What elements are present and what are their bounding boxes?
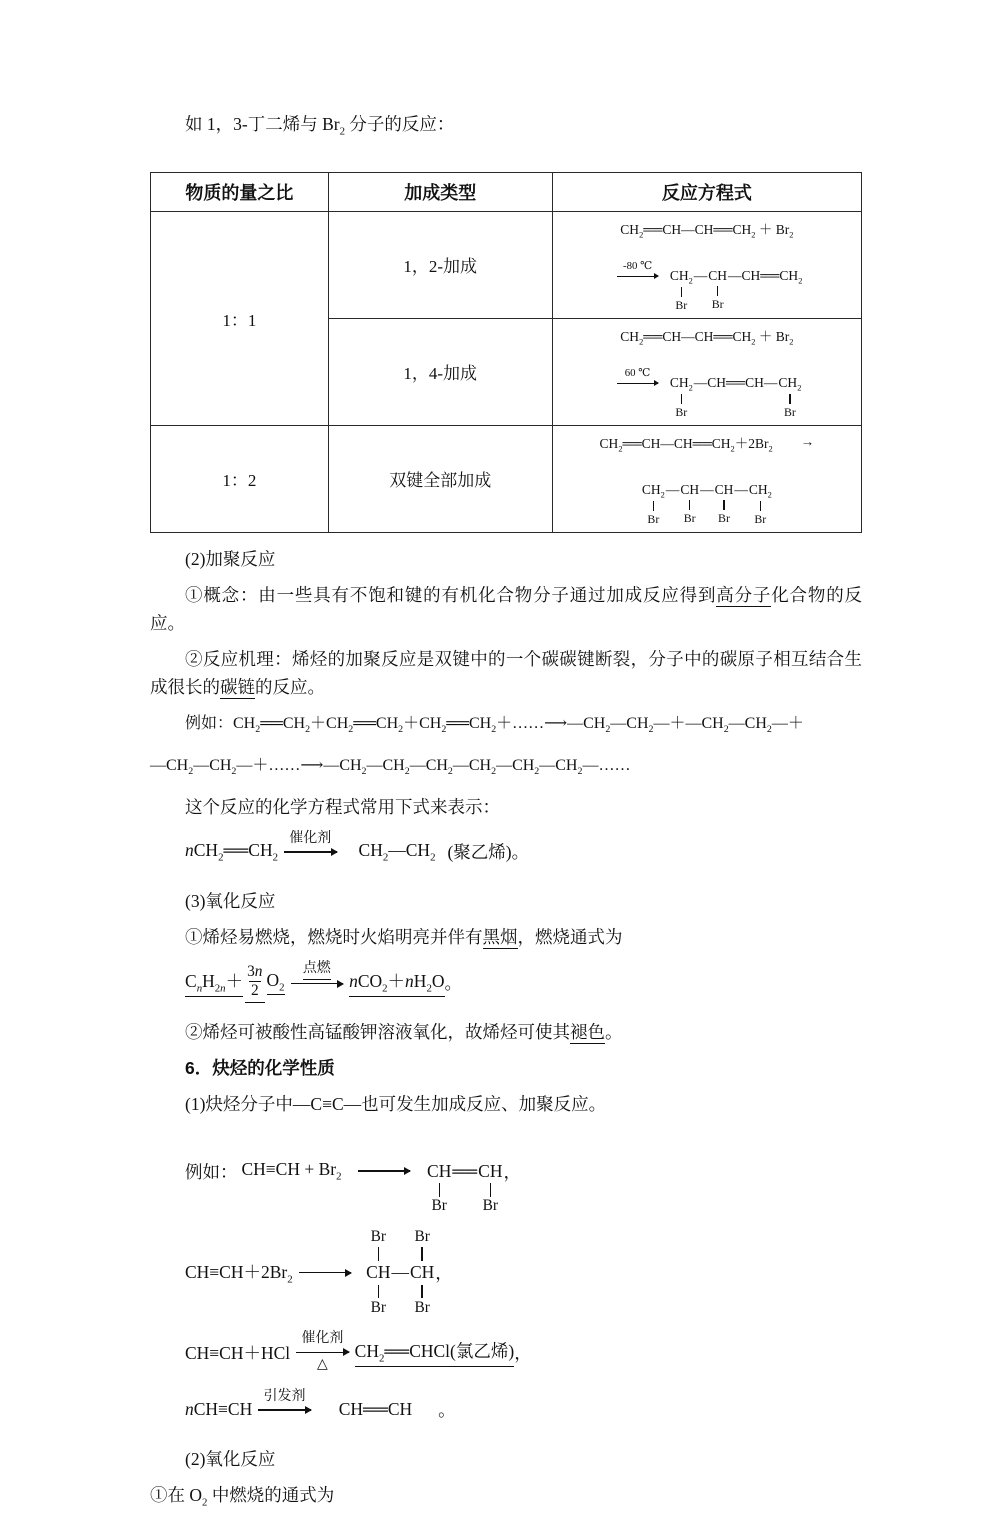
chem-group-main: CH: [680, 482, 700, 498]
bond-line: [378, 1285, 379, 1299]
chem-text: —: [665, 482, 680, 498]
chem-group: [478, 1127, 502, 1215]
s6-intro-paragraph: (1)炔烃分子中—C≡C—也可发生加成反应、加聚反应。: [185, 1094, 607, 1115]
arrow-line: [617, 383, 658, 384]
arrow-condition-above: 60 ℃: [624, 366, 651, 379]
chem-text: —CH══CH—: [693, 375, 778, 391]
chem-text: —: [700, 482, 714, 498]
s6-combustion-line: ①在 $O_2$ 中燃烧的通式为: [150, 1484, 335, 1509]
equation-line: [611, 241, 802, 311]
bond-line: [723, 500, 724, 511]
equation-line: [185, 1127, 521, 1215]
equation-1-4-addition: [555, 324, 859, 420]
bond-line: [789, 394, 790, 405]
chem-group: [670, 241, 693, 311]
arrow-condition-above: 催化剂: [289, 831, 332, 847]
chem-text: ，: [514, 1342, 532, 1363]
chem-text: $CH_2—CH_2$: [358, 840, 436, 864]
arrow-line: [291, 983, 344, 984]
equation-line: [185, 1229, 453, 1317]
chem-group-main: CH: [478, 1160, 503, 1181]
fraction: [245, 963, 264, 1003]
cell-type-full-addition: 双键全部加成: [328, 425, 552, 532]
substituent-label: Br: [414, 1227, 430, 1245]
s6-oxidation-title: (2)氧化反应: [185, 1448, 276, 1469]
arrow-line: [258, 1409, 311, 1410]
table-header-row: [151, 172, 862, 211]
arrow-condition-below: △: [317, 1356, 328, 1372]
arrow-line: [617, 276, 658, 277]
chem-text: $nCO_2+nH_2O$: [349, 968, 444, 997]
substituent-label: Br: [675, 404, 688, 419]
chem-text: $CH_2══CHCl$(氯乙烯): [355, 1338, 515, 1367]
chem-group-main: CH: [708, 268, 728, 284]
chem-group: [366, 1229, 390, 1317]
chem-group-main: $CH_2$: [669, 374, 693, 393]
col-header-addition-type: 加成类型: [328, 172, 552, 211]
substituent-label: Br: [482, 1197, 498, 1215]
col-header-equation: 反应方程式: [552, 172, 861, 211]
chem-group-main: $CH_2$: [748, 481, 772, 500]
chem-group-main: CH: [366, 1262, 391, 1283]
substituent-label: Br: [370, 1298, 387, 1316]
cell-equation-1-2: [552, 211, 861, 318]
equation-line: [611, 348, 802, 418]
cell-equation-full: [552, 425, 861, 532]
reaction-arrow: [294, 1330, 351, 1374]
substituent-label: Br: [683, 510, 696, 525]
acetylene-2br2-equation: [150, 1228, 862, 1318]
chem-group: [749, 455, 772, 525]
arrow-condition-above: 点燃: [303, 960, 331, 980]
arrow-condition-above: 引发剂: [263, 1389, 306, 1405]
chem-text: nCH≡CH: [185, 1399, 253, 1420]
chem-text: 例如：: [185, 1161, 238, 1182]
chem-group: [642, 455, 665, 525]
section-2-title: (2)加聚反应: [185, 548, 276, 569]
chem-text: $nCH_2══CH_2$: [185, 840, 279, 864]
equation-line: [620, 218, 793, 240]
chem-group: [715, 456, 734, 525]
equation-line: [185, 1388, 456, 1432]
substituent-label: Br: [414, 1298, 430, 1316]
chem-text: ，: [435, 1263, 453, 1284]
bond-line: [760, 501, 761, 512]
equation-line: [185, 1330, 532, 1374]
chem-text: —: [693, 268, 708, 284]
chem-text: $CH_2══CH—CH══CH_2+2Br_2$: [599, 435, 773, 454]
intro-paragraph: 如 1，3-丁二烯与 $Br_2$ 分子的反应：: [185, 114, 455, 138]
equation-1-2-addition: [555, 217, 859, 313]
s2-note-paragraph: 这个反应的化学方程式常用下式来表示：: [185, 797, 500, 818]
chem-text: $—CH══CH_2$: [728, 267, 803, 286]
reaction-arrow: [289, 960, 346, 1006]
chem-text: $CH_2══CH—CH══CH_2 + Br_2$: [620, 328, 794, 347]
arrow-line: [299, 1272, 352, 1273]
chem-text: —: [734, 482, 748, 498]
s2-mechanism-paragraph: ②反应机理：烯烃的加聚反应是双键中的一个碳碳键断裂，分子中的碳原子相互结合生成很长的碳链的反应。: [150, 648, 862, 697]
cell-equation-1-4: [552, 318, 861, 425]
reaction-arrow: [356, 1149, 413, 1193]
table-row: [151, 211, 862, 318]
chem-text: 。: [444, 973, 462, 994]
section-6-heading: 6．炔烃的化学性质: [185, 1058, 335, 1079]
bond-line: [439, 1183, 440, 1197]
reaction-arrow: [615, 259, 660, 294]
chem-text: $CH_2══CH—CH══CH_2 + Br_2$: [620, 221, 794, 240]
chem-text: ══: [452, 1160, 478, 1181]
s2-concept-paragraph: ①概念：由一些具有不饱和键的有机化合物分子通过加成反应得到高分子化合物的反应。: [150, 584, 863, 633]
acetylene-hcl-equation: [150, 1329, 862, 1375]
chem-group: [410, 1229, 434, 1317]
equation-full-addition: [555, 431, 859, 527]
fraction-denominator: 2: [250, 982, 259, 1000]
substituent-label: Br: [370, 1227, 387, 1245]
reaction-arrow: [256, 1388, 313, 1432]
cell-type-1-2-addition: 1，2-加成: [328, 211, 552, 318]
chem-text: ，: [503, 1161, 521, 1182]
polymer-example-line2: $—CH_2—CH_2—+\dots\dots⟶—CH_2—CH_2—CH_2—CH_2—CH_2—CH_2—\dots\dots$: [150, 756, 631, 778]
chem-text: CH══CH: [338, 1399, 413, 1420]
chem-text: —: [391, 1262, 409, 1283]
table-row: [151, 425, 862, 532]
s3-combustion-paragraph: ①烯烃易燃烧，燃烧时火焰明亮并伴有黑烟，燃烧通式为: [185, 926, 623, 947]
arrow-condition-above: 催化剂: [301, 1331, 344, 1347]
acetylene-polymerization-equation: [150, 1387, 862, 1433]
bond-line: [717, 286, 718, 297]
s3-kmno4-paragraph: ②烯烃可被酸性高锰酸钾溶液氧化，故烯烃可使其褪色。: [185, 1022, 623, 1043]
bond-line: [681, 394, 682, 405]
section-3-title: (3)氧化反应: [185, 890, 276, 911]
bond-line: [421, 1285, 422, 1299]
bond-line: [681, 287, 682, 298]
chem-text: (聚乙烯)。: [447, 842, 530, 863]
substituent-label: Br: [718, 510, 730, 525]
arrow-line: [284, 851, 337, 852]
chem-text: 。: [438, 1400, 456, 1421]
equation-line: [185, 960, 462, 1006]
addition-reaction-table: [150, 172, 862, 533]
chem-text: $O_2$: [266, 969, 285, 994]
arrow-line: [296, 1352, 349, 1353]
equation-line: [641, 455, 773, 525]
chem-group-main: CH: [409, 1262, 435, 1283]
chem-group-main: $CH_2$: [778, 374, 802, 393]
acetylene-br2-equation: [150, 1126, 862, 1216]
arrow-condition-above: -80 ℃: [622, 259, 653, 272]
cell-type-1-4-addition: 1，4-加成: [328, 318, 552, 425]
equation-line: [600, 432, 815, 454]
reaction-arrow: [282, 830, 339, 874]
chem-group: [708, 242, 727, 311]
substituent-label: Br: [431, 1197, 447, 1215]
chem-group: [778, 348, 801, 418]
arrow-line: [358, 1170, 411, 1171]
bond-line: [653, 501, 654, 512]
chem-group-main: $CH_2$: [641, 481, 665, 500]
bond-line: [378, 1247, 379, 1261]
substituent-label: Br: [754, 511, 767, 526]
chem-text: $C_nH_{2n}+$: [185, 968, 243, 997]
chem-group-main: CH: [427, 1160, 452, 1181]
substituent-label: Br: [783, 404, 796, 419]
bond-line: [490, 1183, 491, 1197]
substituent-label: Br: [675, 297, 688, 312]
fraction-numerator: 3n: [247, 962, 263, 980]
reaction-arrow: [297, 1251, 354, 1295]
chem-text: →: [800, 434, 815, 450]
chem-group-main: $CH_2$: [669, 267, 693, 286]
cell-ratio-1-1: 1：1: [151, 211, 329, 425]
polymer-example-line1: 例如：$CH_2══CH_2+CH_2══CH_2+CH_2══CH_2+\dots\dots⟶—CH_2—CH_2—+—CH_2—CH_2—+$: [185, 714, 804, 735]
equation-line: [620, 325, 793, 347]
chem-text: CH≡CH＋HCl: [185, 1342, 291, 1363]
chem-text: $CH\equiv CH+2Br_2$: [185, 1262, 293, 1286]
equation-line: [185, 830, 529, 874]
bond-line: [421, 1247, 422, 1261]
cell-ratio-1-2: 1：2: [151, 425, 329, 532]
bond-line: [689, 500, 690, 511]
substituent-label: Br: [711, 296, 724, 311]
chem-text: $CH\equiv CH + Br_2$: [241, 1159, 342, 1183]
reaction-arrow: [615, 366, 660, 401]
col-header-mole-ratio: 物质的量之比: [151, 172, 329, 211]
combustion-general-equation: [150, 959, 862, 1007]
substituent-label: Br: [647, 511, 660, 526]
polyethylene-equation: [150, 829, 862, 875]
chem-group-main: CH: [714, 482, 734, 498]
chem-group: [680, 456, 699, 525]
chem-group: [427, 1127, 451, 1215]
chem-group: [670, 348, 693, 418]
